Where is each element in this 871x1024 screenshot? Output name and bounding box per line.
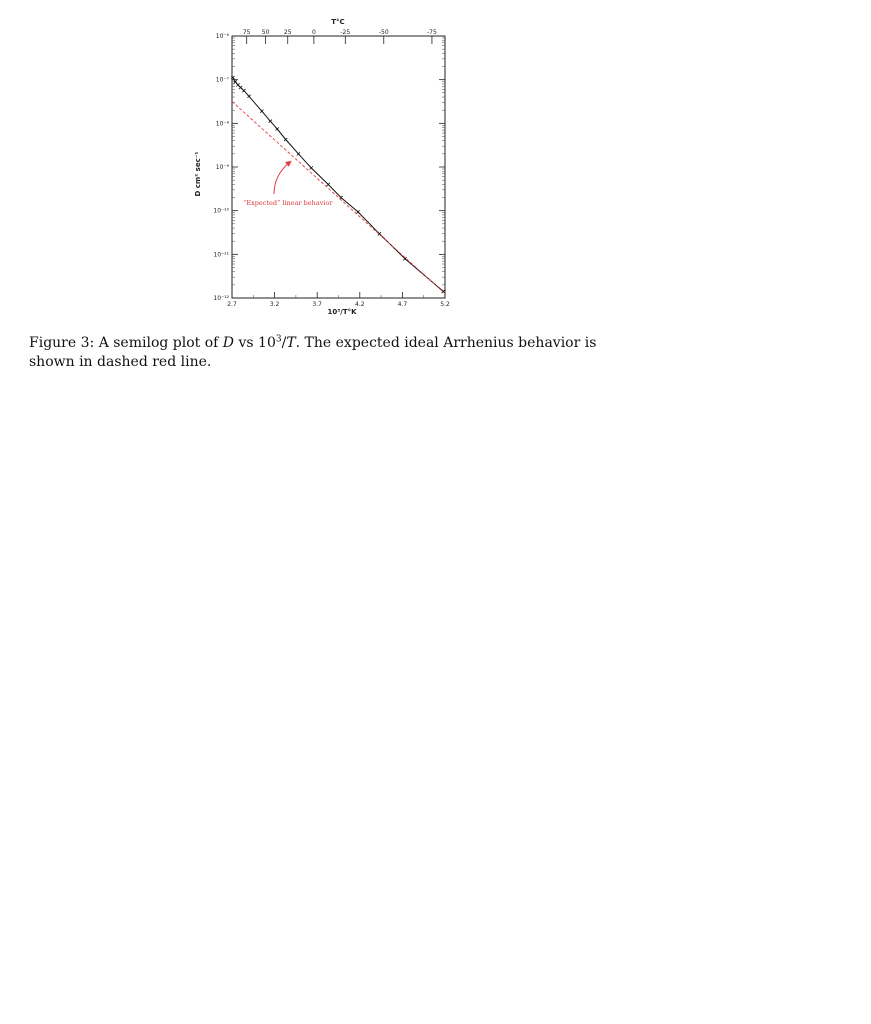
x-tick-label: 2.7 (227, 301, 237, 308)
top-tick-label: 25 (283, 29, 292, 36)
expected-annotation: “Expected” linear behavior (243, 199, 333, 207)
caption-slash: / (281, 335, 287, 351)
data-point (269, 120, 272, 123)
top-tick-label: 0 (311, 29, 316, 36)
data-point (247, 95, 250, 98)
y-tick-label: 10⁻¹¹ (213, 251, 229, 259)
top-tick-label: -25 (340, 29, 351, 36)
caption-var-t: T (286, 335, 296, 351)
caption-base: 10 (258, 335, 276, 351)
top-tick-label: -75 (427, 29, 437, 36)
series-line-measured (233, 78, 443, 292)
y-tick-label: 10⁻⁷ (215, 76, 229, 84)
series-line-expected (232, 102, 445, 294)
x-tick-label: 4.2 (355, 301, 365, 308)
caption-exponent: 3 (275, 334, 282, 345)
caption-text-2: . The expected ideal Arrhenius behavior is shown in dashed red line. (29, 335, 597, 370)
data-point (239, 86, 242, 89)
data-point (276, 127, 279, 130)
data-point (310, 166, 313, 169)
plot-frame (232, 36, 445, 298)
x-tick-label: 3.7 (312, 301, 322, 308)
y-tick-label: 10⁻¹⁰ (213, 207, 229, 215)
y-tick-label: 10⁻⁹ (215, 164, 229, 171)
data-point (327, 183, 330, 186)
x-tick-label: 5.2 (440, 301, 450, 308)
arrhenius-figure (190, 12, 480, 322)
y-axis-label: D cm² sec⁻¹ (194, 151, 202, 197)
top-axis-label: T°C (331, 18, 345, 26)
y-tick-label: 10⁻¹² (213, 295, 229, 302)
figure-caption (29, 334, 639, 372)
caption-text-1: A semilog plot of (98, 335, 223, 351)
y-tick-label: 10⁻⁶ (215, 33, 229, 40)
caption-var-d: D (222, 335, 235, 351)
y-tick-label: 10⁻⁸ (215, 120, 229, 128)
data-point (284, 138, 287, 141)
semilog-plot (190, 12, 480, 322)
top-tick-label: 75 (242, 29, 251, 36)
top-tick-label: -50 (378, 29, 389, 36)
x-tick-label: 4.7 (397, 301, 408, 308)
caption-label: Figure 3: (29, 335, 95, 351)
x-axis-label: 10³/T°K (327, 308, 357, 316)
data-point (297, 152, 300, 155)
annotation-arrow (274, 162, 290, 194)
data-point (356, 210, 359, 213)
top-tick-label: 50 (261, 29, 270, 36)
caption-vs: vs (234, 335, 259, 351)
data-point (260, 110, 263, 113)
data-point (242, 89, 245, 92)
x-tick-label: 3.2 (269, 301, 280, 308)
